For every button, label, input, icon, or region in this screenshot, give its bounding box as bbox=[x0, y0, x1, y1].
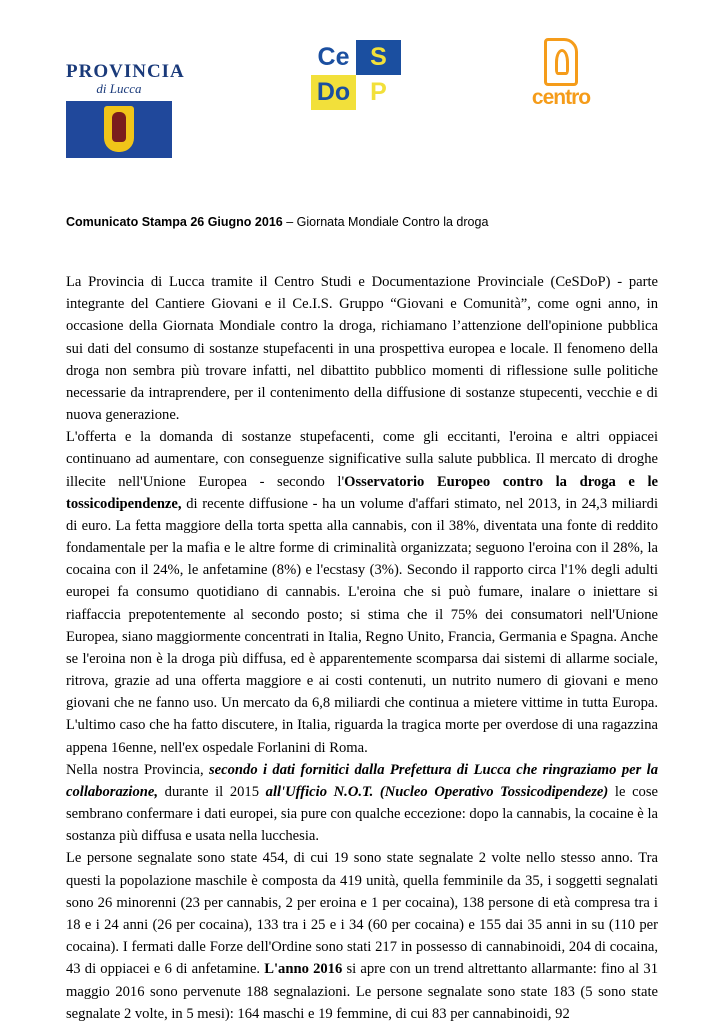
paragraph-1: La Provincia di Lucca tramite il Centro Studi e Documentazione Provinciale (CeSDoP) - parte integrante del Cantiere Giovani e il Ce.I.S. Gruppo “Giovani e Comunità”, come ogni anno, in occasione della Giornata Mondiale contro la droga, richiamano l’attenzione dell'opinione pubblica sui dati del consumo di sostanze stupefacenti in una prospettiva europea e locale. Il fenomeno della droga non sembra più trovare infatti, nel dibattito pubblico momenti di riflessione sulle politiche necessarie da intraprendere, per il contenimento della diffusione di sostanze stupecenti, vecchie e di nuova generazione. bbox=[66, 274, 658, 424]
paragraph-3-emphasis-1: secondo i dati fornitici dalla Prefettura di Lucca che ringraziamo per la collaborazione, bbox=[66, 761, 659, 800]
paragraph-3-part-a: Nella nostra Provincia, bbox=[66, 761, 209, 778]
shield-inner bbox=[104, 106, 134, 152]
provincia-wordmark bbox=[66, 58, 185, 98]
title-bold: Comunicato Stampa 26 Giugno 2016 bbox=[66, 215, 283, 229]
cesdop-tile-ce: Ce bbox=[311, 40, 356, 75]
paragraph-2 bbox=[66, 426, 658, 759]
paragraph-3-part-e: le cose sembrano confermare i dati europei, sia pure con qualche eccezione: dopo la cannabis, la cocaine è la sostanza più diffusa e usata nella lucchesia. bbox=[66, 783, 658, 845]
logo-row bbox=[66, 0, 658, 165]
provincia-shield-icon bbox=[66, 101, 172, 158]
page-title bbox=[66, 215, 658, 229]
paragraph-4-part-a: Le persone segnalate sono state 454, di cui 19 sono state segnalate 2 volte nello stesso anno. Tra questi la popolazione maschile è composta da 419 unità, quella femminile da 35, i soggetti segnalati sono 26 minorenni (23 per cannabis, 2 per eroina e 1 per cocaina), 138 persone di età compresa tra i 18 e i 24 anni (26 per cocaina), 133 tra i 25 e i 34 (60 per cocaina) e 155 dai 35 anni in su (110 per cocaina). I fermati dalle Forze dell'Ordine sono stati 217 in possesso di cannabinoidi, 204 di cocaina, 43 di oppiacei e 6 di anfetamine. bbox=[66, 850, 658, 978]
cesdop-logo bbox=[311, 40, 401, 110]
paragraph-2-emphasis: Osservatorio Europeo contro la droga e le tossicodipendenze, bbox=[66, 473, 658, 512]
paragraph-3-emphasis-2: all'Ufficio N.O.T. (Nucleo Operativo Tossicodipendeze) bbox=[265, 783, 609, 800]
centro-wordmark: centro bbox=[531, 86, 591, 109]
paragraph-2-part-c: di recente diffusione - ha un volume d'affari stimato, nel 2013, in 24,3 miliardi di euro. La fetta maggiore della torta spetta alla cannabis, con il 38%, diventata una fonte di reddito fondamentale per la mafia e le altre forme di criminalità organizzata; seguono l'eroina con il 28%, la cocaina con il 24%, le anfetamine (8%) e l'ecstasy (3%). Secondo il rapporto circa l'1% degli adulti europei fa consumo quotidiano di cannabis. L'eroina che si può fumare, inalare o iniettare si riaffaccia prepotentemente al secondo posto; si stima che il 75% dei consumatori nell'Unione Europea, siano maggiormente concentrati in Italia, Regno Unito, Francia, Germania e Spagna. Anche se l'eroina non è la droga più diffusa, ed è apparentemente scomparsa dai sistemi di allarme sociale, ritrova, grazie ad una offerta maggiore e ai costi contenuti, un nutrito numero di giovani e meno giovani che ne fanno uso. Un mercato da 6,8 miliardi che continua a mietere vittime in tutta Europa. L'ultimo caso che ha fatto discutere, in Italia, riguarda la tragica morte per overdose di una ragazzina appena 16enne, nell'ex ospedale Forlanini di Roma. bbox=[66, 495, 658, 756]
paragraph-3 bbox=[66, 759, 658, 848]
shield-figure bbox=[112, 112, 126, 142]
cesdop-tile-s: S bbox=[356, 40, 401, 75]
provincia-di-lucca-logo bbox=[66, 58, 185, 158]
provincia-subword: di Lucca bbox=[96, 81, 142, 96]
paragraph-4 bbox=[66, 847, 658, 1024]
cesdop-tile-p: P bbox=[356, 75, 401, 110]
centro-logo bbox=[506, 38, 616, 110]
title-rest: – Giornata Mondiale Contro la droga bbox=[282, 215, 489, 229]
horse-rider-icon bbox=[544, 38, 578, 86]
paragraph-4-emphasis: L'anno 2016 bbox=[264, 961, 343, 978]
paragraph-3-part-c: durante il 2015 bbox=[158, 783, 266, 800]
paragraph-4-part-c: si apre con un trend altrettanto allarmante: fino al 31 maggio 2016 sono pervenute 188 segnalazioni. Le persone segnalate sono state 183 (5 sono state segnalate 2 volte, in 5 mesi): 164 maschi e 19 femmine, di cui 83 per cannabinoidi, 92 bbox=[66, 961, 659, 1022]
cesdop-tile-do: Do bbox=[311, 75, 356, 110]
paragraph-2-part-a: L'offerta e la domanda di sostanze stupefacenti, come gli eccitanti, l'eroina e altri oppiacei continuano ad aumentare, con conseguenze significative sulla salute pubblica. Il mercato di droghe illecite nell'Unione Europea - secondo l' bbox=[66, 429, 658, 490]
document-body bbox=[66, 271, 658, 1025]
provincia-word: PROVINCIA bbox=[66, 61, 185, 82]
